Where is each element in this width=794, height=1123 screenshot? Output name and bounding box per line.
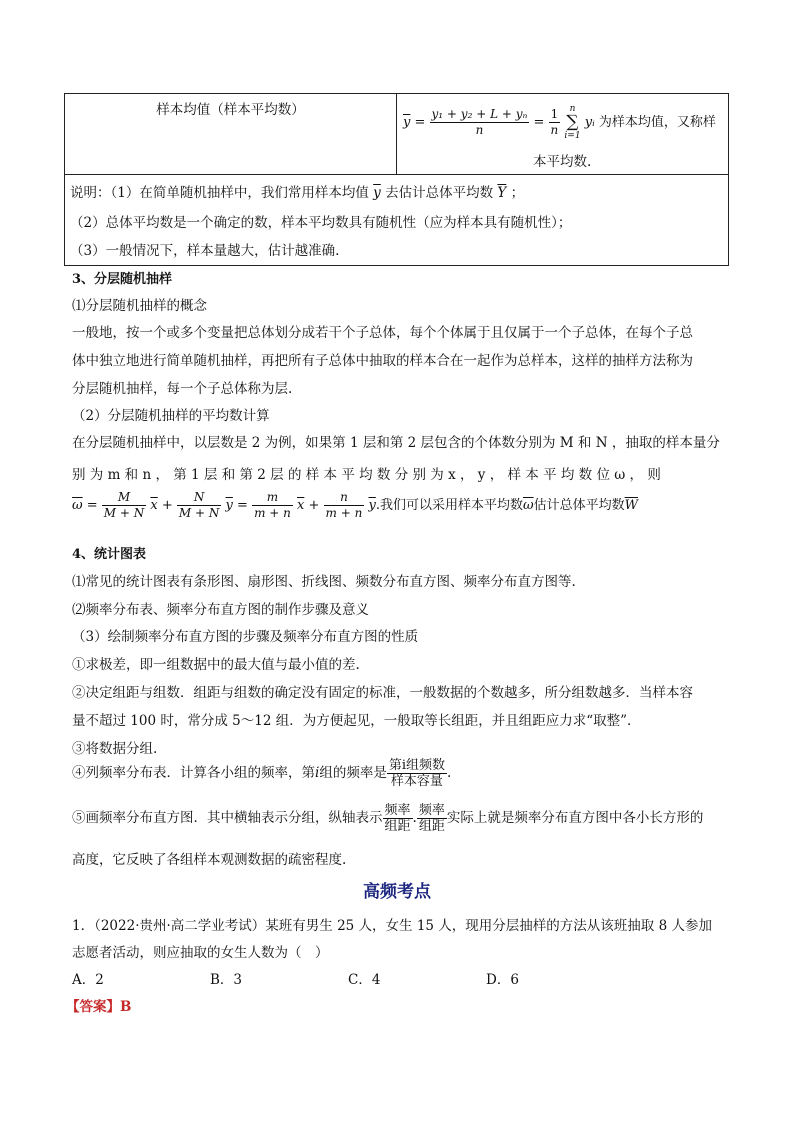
section-4-title: 4、统计图表 xyxy=(72,547,147,562)
option-d: D．6 xyxy=(486,972,519,988)
sample-mean-formula: $\overline{y}$ = $\frac{\text{y₁ + y₂ + L + yₙ}}{n}$ = $\frac{1}{n}$ n ∑ i=1 yᵢ 为样本均值，又称样 xyxy=(403,104,716,141)
note-line-1: 说明：（1）在简单随机抽样中，我们常用样本均值 $\overline{y}$ 去估计总体平均数 $\overline{Y}$ ； xyxy=(70,185,525,201)
step-1: ①求极差，即一组数据中的最大值与最小值的差. xyxy=(72,657,360,673)
formula-continuation: 本平均数. xyxy=(533,154,592,170)
table-term: 样本均值（样本平均数） xyxy=(156,102,305,118)
section-3-para1-line3: 分层随机抽样，每一个子总体称为层. xyxy=(72,381,293,397)
note-line-3: （3）一般情况下，样本量越大，估计越准确. xyxy=(70,243,340,259)
option-c: C．4 xyxy=(348,972,381,988)
section-3-para2-line1: 在分层随机抽样中，以层数是 2 为例，如果第 1 层和第 2 层包含的个体数分别为 M 和 N ，抽取的样本量分 xyxy=(72,435,720,451)
section-3-para1-line2: 体中独立地进行简单随机抽样，再把所有子总体中抽取的样本合在一起作为总样本，这样的抽样方法称为 xyxy=(72,353,693,369)
note-cell xyxy=(65,175,729,266)
exam-section-title: 高频考点 xyxy=(363,882,431,902)
step-4: ④列频率分布表．计算各小组的频率，第i组的频率是 $\frac{\text{第i组频数}}{\text{样本容量}}$ . xyxy=(72,758,452,789)
section-3-para1-line1: 一般地，按一个或多个变量把总体划分成若干个子总体，每个个体属于且仅属于一个子总体，在每个子总 xyxy=(72,325,693,341)
step-5-line2: 高度，它反映了各组样本观测数据的疏密程度. xyxy=(72,852,347,868)
step-3: ③将数据分组. xyxy=(72,741,158,757)
section-4-line2: ⑵频率分布表、频率分布直方图的制作步骤及意义 xyxy=(72,602,369,618)
question-1-line1: 1．（2022·贵州·高二学业考试）某班有男生 25 人，女生 15 人，现用分层抽样的方法从该班抽取 8 人参加 xyxy=(72,918,712,934)
step-5-line1: ⑤画频率分布直方图．其中横轴表示分组，纵轴表示 $\frac{\text{频率}}{\text{组距}}$ . $\frac{\text{频率}}{\text{组距}}$ 实际上就是频率分布直方图中各小长方形的 xyxy=(72,803,704,834)
section-3-sub2: （2）分层随机抽样的平均数计算 xyxy=(72,408,270,424)
step-2-line2: 量不超过 100 时，常分成 5～12 组．为方便起见，一般取等长组距，并且组距应力求“取整”． xyxy=(72,713,641,729)
step-2-line1: ②决定组距与组数．组距与组数的确定没有固定的标准，一般数据的个数越多，所分组数越多．当样本容 xyxy=(72,685,693,701)
table-term-cell xyxy=(65,94,397,175)
sum-symbol: n ∑ i=1 xyxy=(564,104,581,141)
option-a: A．2 xyxy=(72,972,104,988)
definition-table xyxy=(64,93,729,266)
step-4-fraction: $\frac{\text{第i组频数}}{\text{样本容量}}$ xyxy=(388,758,445,789)
section-3-para2-line2: 别 为 m 和 n ， 第 1 层 和 第 2 层 的 样 本 平 均 数 分 别 为 x ， y ， 样 本 平 均 数 位 ω ， 则 xyxy=(72,467,661,483)
weighted-mean-formula: $\overline{\omega}$ = $\frac{M}{M + N}$ $\overline{x}$ + $\frac{N}{M + N}$ $\overline{y}$ = $\frac{m}{m + n}$ $\overline{x}$ + $\frac{n}{m + n}$ $\overline{y}$.我们可以采用样本平均数$\overline{\omega}$估计总体平均数$\overline{W}$ xyxy=(72,490,638,520)
option-b: B．3 xyxy=(210,972,243,988)
section-3-title: 3、分层随机抽样 xyxy=(72,272,173,287)
note-line-2: （2）总体平均数是一个确定的数，样本平均数具有随机性（应为样本具有随机性）； xyxy=(70,215,572,231)
answer-label: 【答案】B xyxy=(66,999,132,1015)
section-3-sub1: ⑴分层随机抽样的概念 xyxy=(72,298,207,314)
table-formula-cell xyxy=(397,94,729,175)
question-1-line2: 志愿者活动，则应抽取的女生人数为（ ） xyxy=(72,945,329,961)
reciprocal-fraction: $\frac{1}{n}$ xyxy=(550,107,559,137)
section-4-line1: ⑴常见的统计图表有条形图、扇形图、折线图、频数分布直方图、频率分布直方图等. xyxy=(72,574,576,590)
mean-fraction: $\frac{\text{y₁ + y₂ + L + yₙ}}{n}$ xyxy=(431,107,528,137)
section-4-line3: （3）绘制频率分布直方图的步骤及频率分布直方图的性质 xyxy=(72,629,419,645)
